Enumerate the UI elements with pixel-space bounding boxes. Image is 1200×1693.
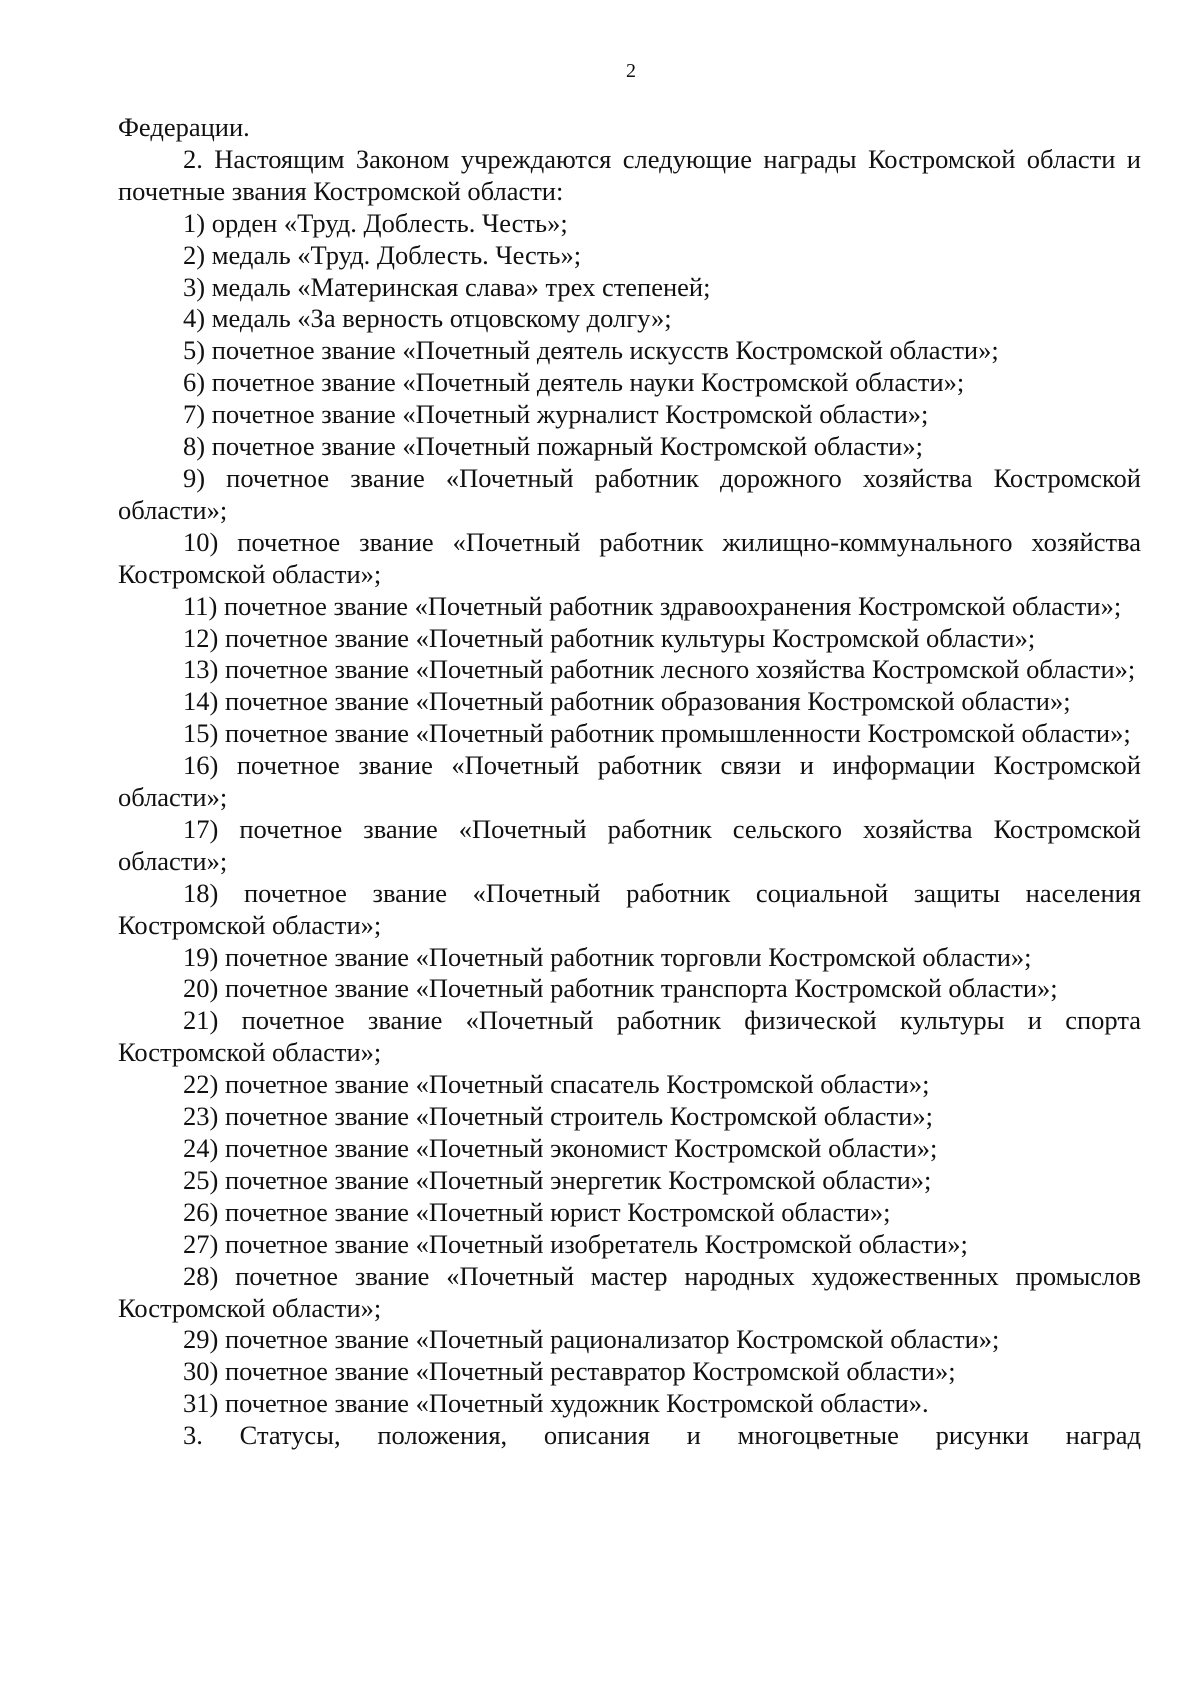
document-paragraph: 11) почетное звание «Почетный работник здравоохранения Костромской области»; xyxy=(183,590,1122,621)
document-paragraph: 29) почетное звание «Почетный рационализатор Костромской области»; xyxy=(183,1324,1000,1355)
document-paragraph: 21) почетное звание «Почетный работник физической культуры и спорта Костромской области»; xyxy=(118,1005,1141,1068)
document-paragraph: 5) почетное звание «Почетный деятель искусств Костромской области»; xyxy=(183,335,999,366)
document-paragraph: 4) медаль «За верность отцовскому долгу»; xyxy=(183,303,672,334)
document-paragraph: 28) почетное звание «Почетный мастер народных художественных промыслов Костромской области»; xyxy=(118,1260,1141,1323)
document-paragraph: 23) почетное звание «Почетный строитель Костромской области»; xyxy=(183,1101,933,1132)
document-paragraph: 13) почетное звание «Почетный работник лесного хозяйства Костромской области»; xyxy=(183,654,1136,685)
document-paragraph: 30) почетное звание «Почетный реставратор Костромской области»; xyxy=(183,1356,956,1387)
document-paragraph: 8) почетное звание «Почетный пожарный Костромской области»; xyxy=(183,431,923,462)
document-paragraph: 18) почетное звание «Почетный работник социальной защиты населения Костромской области»; xyxy=(118,877,1141,940)
document-paragraph: 3) медаль «Материнская слава» трех степеней; xyxy=(183,271,711,302)
document-paragraph: 25) почетное звание «Почетный энергетик Костромской области»; xyxy=(183,1164,932,1195)
document-paragraph: 22) почетное звание «Почетный спасатель Костромской области»; xyxy=(183,1069,930,1100)
document-paragraph: 6) почетное звание «Почетный деятель науки Костромской области»; xyxy=(183,367,965,398)
document-paragraph: Федерации. xyxy=(118,112,250,142)
document-body xyxy=(118,112,1141,1452)
document-paragraph: 1) орден «Труд. Доблесть. Честь»; xyxy=(183,207,568,238)
document-paragraph: 19) почетное звание «Почетный работник торговли Костромской области»; xyxy=(183,941,1032,972)
document-paragraph: 12) почетное звание «Почетный работник культуры Костромской области»; xyxy=(183,622,1036,653)
document-paragraph: 17) почетное звание «Почетный работник сельского хозяйства Костромской области»; xyxy=(118,813,1141,876)
page-number: 2 xyxy=(626,60,636,82)
document-paragraph: 24) почетное звание «Почетный экономист Костромской области»; xyxy=(183,1133,938,1163)
document-paragraph: 10) почетное звание «Почетный работник жилищно-коммунального хозяйства Костромской области»; xyxy=(118,526,1141,589)
document-paragraph: 16) почетное звание «Почетный работник связи и информации Костромской области»; xyxy=(118,750,1141,813)
document-paragraph: 15) почетное звание «Почетный работник промышленности Костромской области»; xyxy=(183,718,1131,749)
document-paragraph: 2) медаль «Труд. Доблесть. Честь»; xyxy=(183,239,582,270)
document-paragraph: 14) почетное звание «Почетный работник образования Костромской области»; xyxy=(183,686,1071,717)
document-paragraph: 27) почетное звание «Почетный изобретатель Костромской области»; xyxy=(183,1228,968,1259)
document-paragraph: 31) почетное звание «Почетный художник Костромской области». xyxy=(183,1388,929,1419)
document-paragraph: 7) почетное звание «Почетный журналист Костромской области»; xyxy=(183,399,929,430)
document-paragraph: 9) почетное звание «Почетный работник дорожного хозяйства Костромской области»; xyxy=(118,462,1141,525)
document-paragraph: 3. Статусы, положения, описания и многоцветные рисунки наград xyxy=(183,1420,1141,1451)
document-paragraph: 26) почетное звание «Почетный юрист Костромской области»; xyxy=(183,1196,891,1227)
document-paragraph: 2. Настоящим Законом учреждаются следующие награды Костромской области и почетные звания Костромской области: xyxy=(118,143,1141,206)
document-paragraph: 20) почетное звание «Почетный работник транспорта Костромской области»; xyxy=(183,973,1058,1004)
